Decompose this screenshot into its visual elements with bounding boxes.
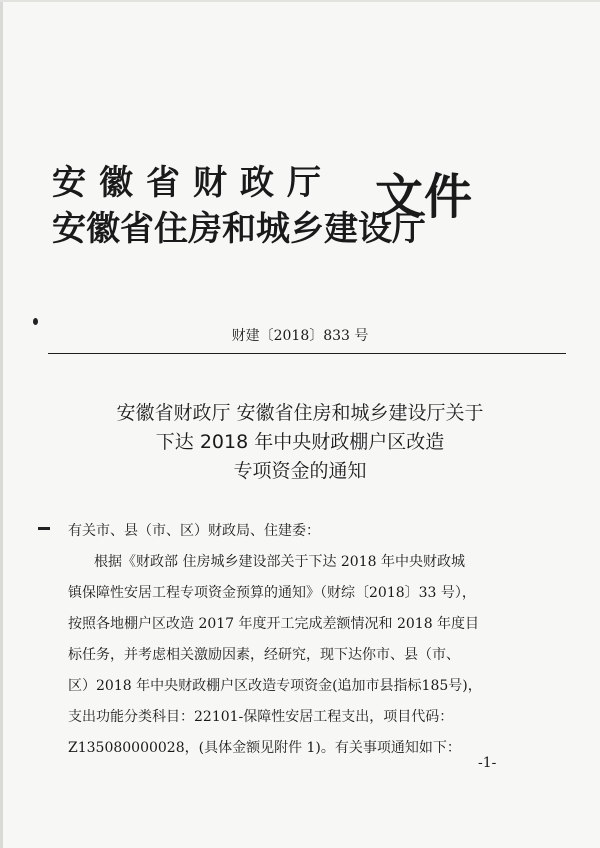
title-line-1: 安徽省财政厅 安徽省住房和城乡建设厅关于 [116,402,484,424]
salutation: 有关市、县（市、区）财政局、住建委： [68,523,320,539]
title-line-3: 专项资金的通知 [233,460,367,482]
body-line: 镇保障性安居工程专项资金预算的通知》（财综〔2018〕33 号）， [68,585,476,601]
title-line-2: 下达 2018 年中央财政棚户区改造 [155,431,445,453]
header-suffix: 文件 [375,169,474,225]
margin-mark [38,527,50,530]
issuer-line-finance: 安徽省财政厅 [52,163,334,203]
issuer-line-housing: 安徽省住房和城乡建设厅 [52,209,426,249]
body-line: 区）2018 年中央财政棚户区改造专项资金(追加市县指标185号)， [68,678,482,694]
body-line: 按照各地棚户区改造 2017 年度开工完成差额情况和 2018 年度目 [68,616,480,632]
document-number: 财建〔2018〕833 号 [231,328,369,344]
body-line: 支出功能分类科目：22101-保障性安居工程支出，项目代码： [68,709,454,725]
body-text [68,516,536,764]
page-number: -1- [478,755,497,771]
scan-edge-top [0,0,600,2]
body-line: 标任务，并考虑相关激励因素，经研究，现下达你市、县（市、 [68,647,460,663]
body-line: Z135080000028，(具体金额见附件 1)。有关事项通知如下： [68,740,461,756]
header-divider [48,353,566,354]
body-line: 根据《财政部 住房城乡建设部关于下达 2018 年中央财政城 [94,554,465,570]
scan-speck [33,318,38,325]
